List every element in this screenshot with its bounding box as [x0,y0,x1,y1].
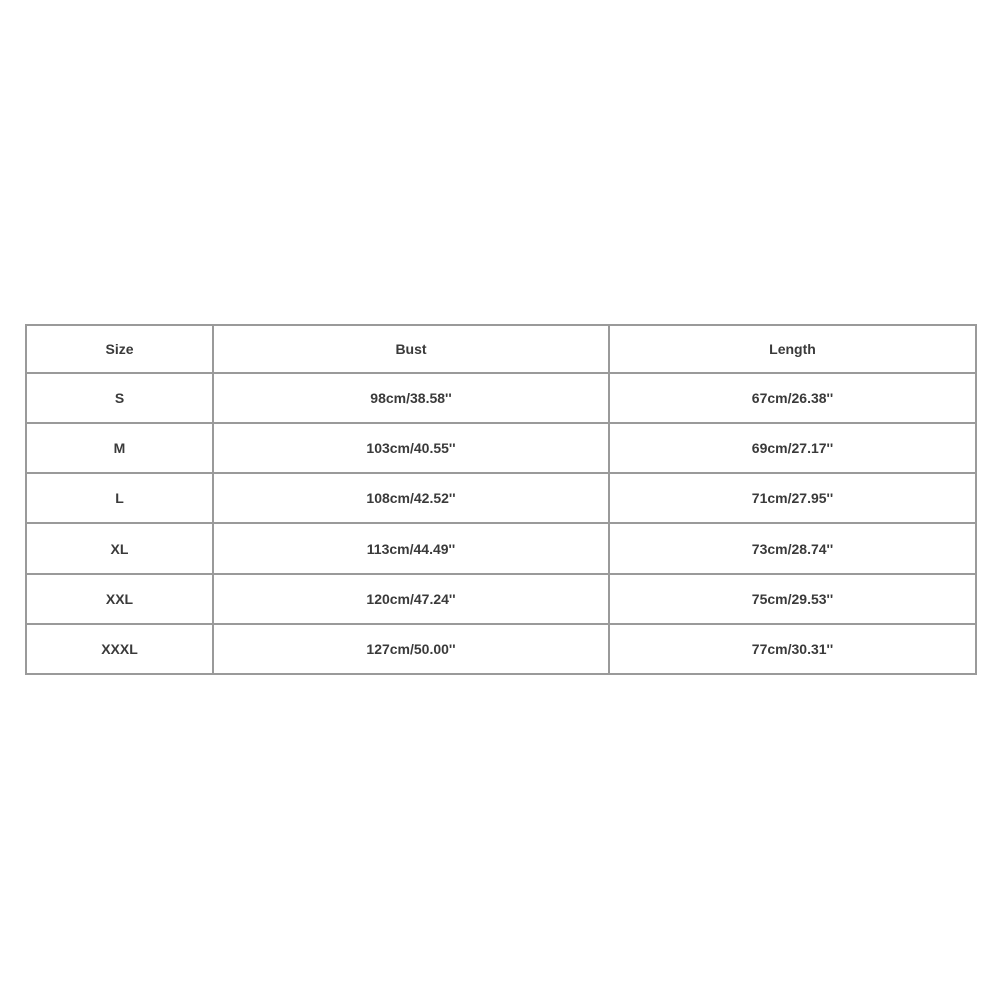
table-header-row [26,325,976,373]
length-cell: 77cm/30.31'' [609,624,976,674]
header-length: Length [609,325,976,373]
size-cell: S [26,373,213,423]
bust-cell: 113cm/44.49'' [213,523,609,573]
size-cell: L [26,473,213,523]
header-bust: Bust [213,325,609,373]
bust-cell: 98cm/38.58'' [213,373,609,423]
table-row [26,624,976,674]
size-cell: XXXL [26,624,213,674]
length-cell: 71cm/27.95'' [609,473,976,523]
size-cell: M [26,423,213,473]
size-cell: XXL [26,574,213,624]
bust-cell: 120cm/47.24'' [213,574,609,624]
bust-cell: 127cm/50.00'' [213,624,609,674]
length-cell: 73cm/28.74'' [609,523,976,573]
length-cell: 69cm/27.17'' [609,423,976,473]
length-cell: 67cm/26.38'' [609,373,976,423]
table-row [26,523,976,573]
table-row [26,574,976,624]
table-row [26,373,976,423]
table-row [26,423,976,473]
bust-cell: 108cm/42.52'' [213,473,609,523]
table-row [26,473,976,523]
size-cell: XL [26,523,213,573]
header-size: Size [26,325,213,373]
size-chart-table [25,324,977,675]
length-cell: 75cm/29.53'' [609,574,976,624]
bust-cell: 103cm/40.55'' [213,423,609,473]
